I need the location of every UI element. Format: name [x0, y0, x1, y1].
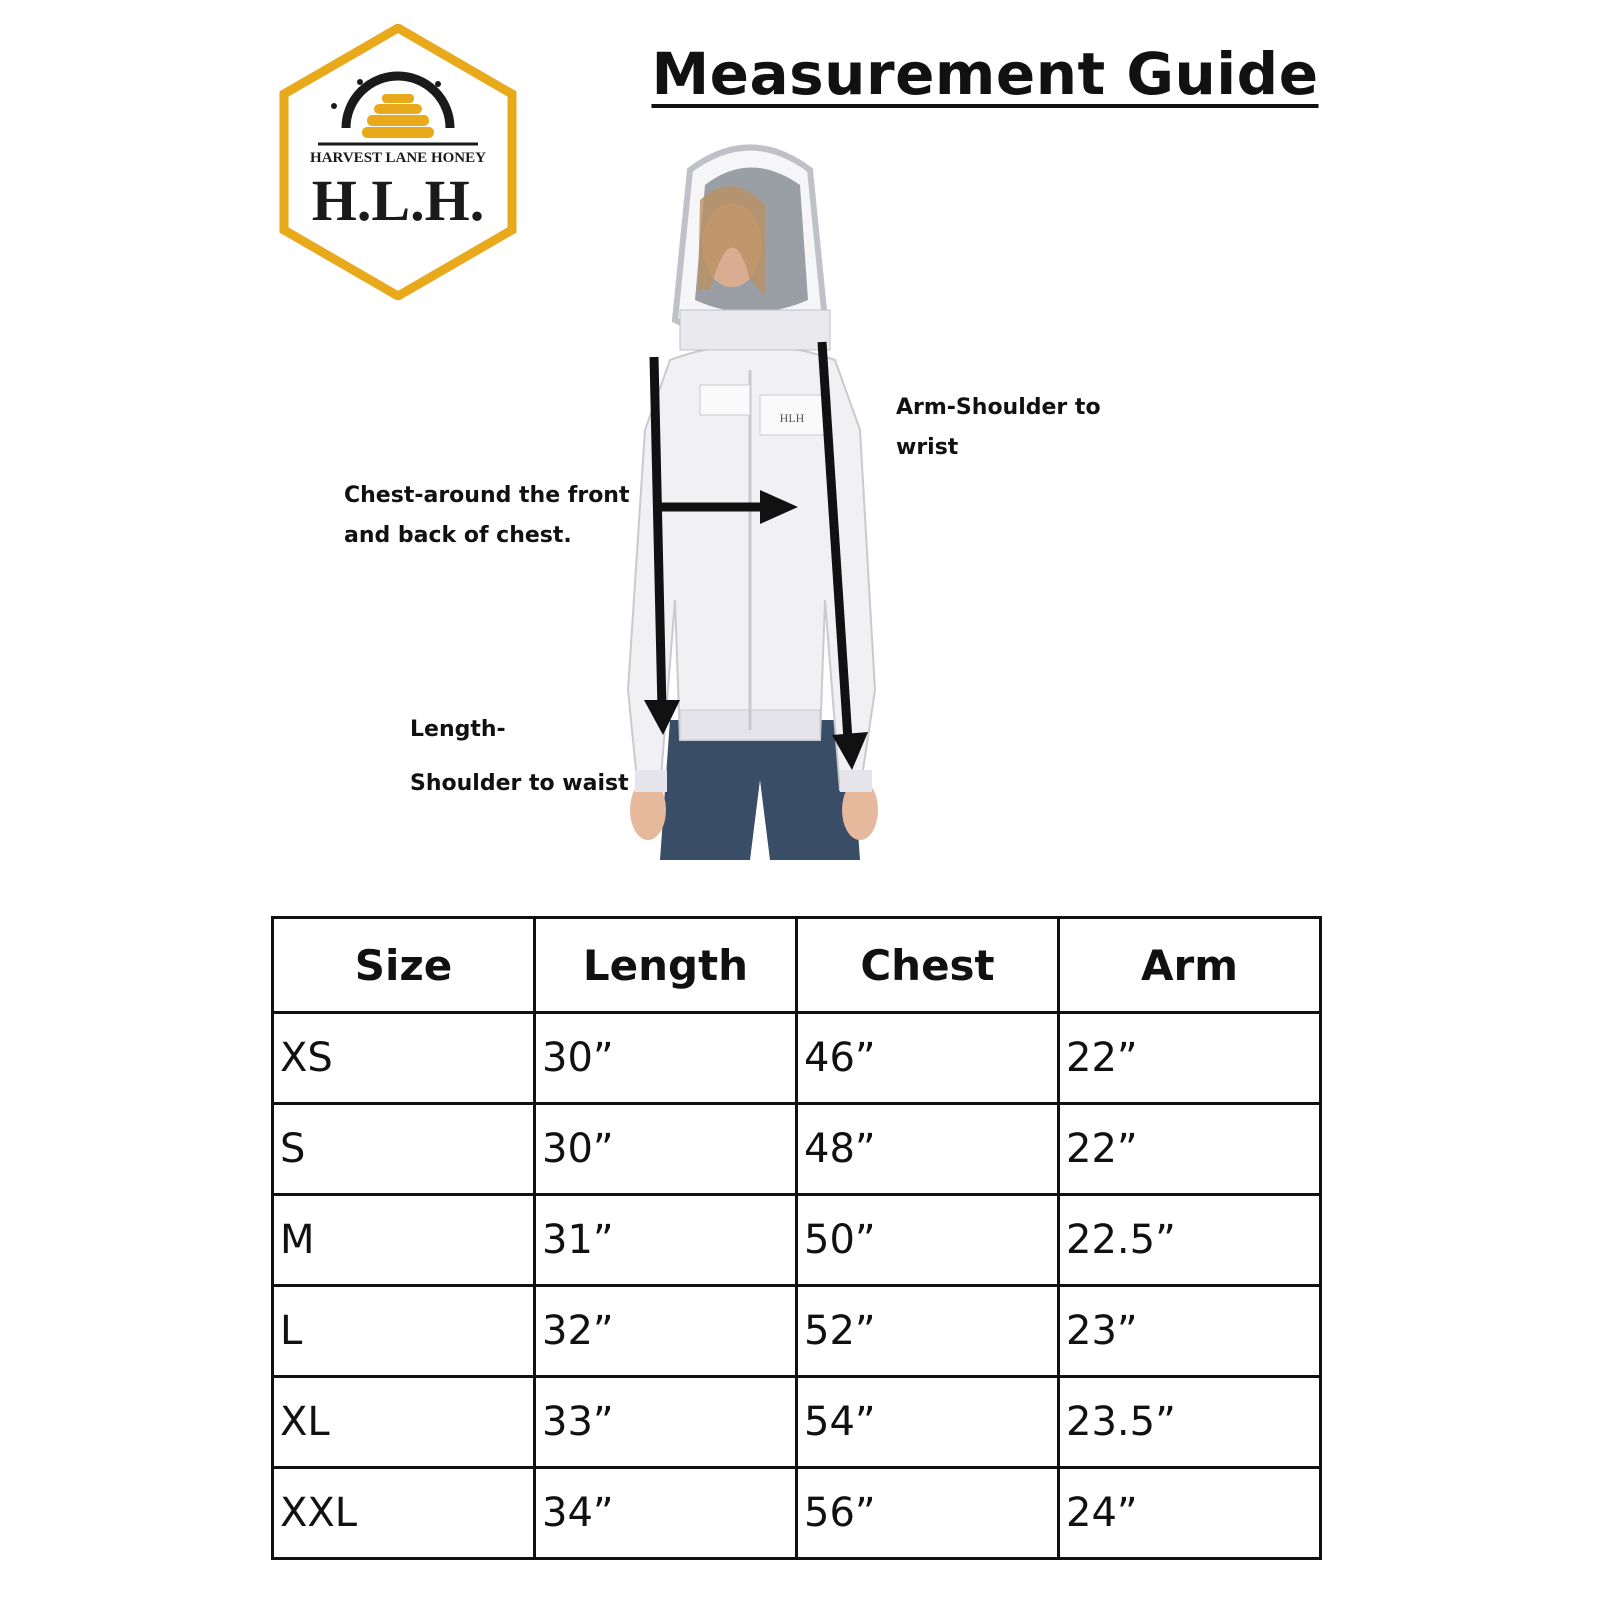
callout-arm-line1: Arm-Shoulder to: [896, 395, 1101, 420]
callout-length-line1: Length-: [410, 717, 506, 742]
cell-length: 30”: [535, 1104, 797, 1195]
header-arm: Arm: [1059, 918, 1321, 1013]
cell-chest: 52”: [797, 1286, 1059, 1377]
size-chart-table: [271, 916, 1322, 1560]
cell-chest: 54”: [797, 1377, 1059, 1468]
table-row: [273, 1104, 1321, 1195]
cell-arm: 22”: [1059, 1104, 1321, 1195]
callout-length-line2: Shoulder to waist: [410, 771, 629, 796]
cell-length: 33”: [535, 1377, 797, 1468]
callout-chest: [344, 476, 644, 556]
callout-chest-line1: Chest-around the front: [344, 483, 630, 508]
page-title-text: Measurement Guide: [651, 40, 1319, 108]
cell-arm: 23”: [1059, 1286, 1321, 1377]
cell-length: 32”: [535, 1286, 797, 1377]
cell-arm: 22.5”: [1059, 1195, 1321, 1286]
logo-monogram: H.L.H.: [311, 168, 485, 233]
jacket-pocket-logo: HLH: [779, 411, 805, 425]
cell-size: XS: [273, 1013, 535, 1104]
cell-chest: 48”: [797, 1104, 1059, 1195]
table-row: [273, 1468, 1321, 1559]
cell-arm: 22”: [1059, 1013, 1321, 1104]
cell-size: XXL: [273, 1468, 535, 1559]
table-row: [273, 1195, 1321, 1286]
cell-arm: 24”: [1059, 1468, 1321, 1559]
page-title: [600, 40, 1370, 108]
table-header-row: [273, 918, 1321, 1013]
table-row: [273, 1013, 1321, 1104]
header-length: Length: [535, 918, 797, 1013]
cell-size: L: [273, 1286, 535, 1377]
table-row: [273, 1377, 1321, 1468]
cell-chest: 50”: [797, 1195, 1059, 1286]
harvest-lane-honey-logo: [278, 24, 518, 300]
callout-arm-line2: wrist: [896, 435, 959, 460]
cell-chest: 46”: [797, 1013, 1059, 1104]
cell-size: XL: [273, 1377, 535, 1468]
cell-chest: 56”: [797, 1468, 1059, 1559]
cell-length: 30”: [535, 1013, 797, 1104]
logo-brand-text: HARVEST LANE HONEY: [310, 150, 486, 166]
header-size: Size: [273, 918, 535, 1013]
cell-arm: 23.5”: [1059, 1377, 1321, 1468]
cell-size: S: [273, 1104, 535, 1195]
callout-chest-line2: and back of chest.: [344, 523, 572, 548]
header-chest: Chest: [797, 918, 1059, 1013]
cell-size: M: [273, 1195, 535, 1286]
cell-length: 34”: [535, 1468, 797, 1559]
cell-length: 31”: [535, 1195, 797, 1286]
callout-arm: [896, 388, 1156, 468]
table-row: [273, 1286, 1321, 1377]
